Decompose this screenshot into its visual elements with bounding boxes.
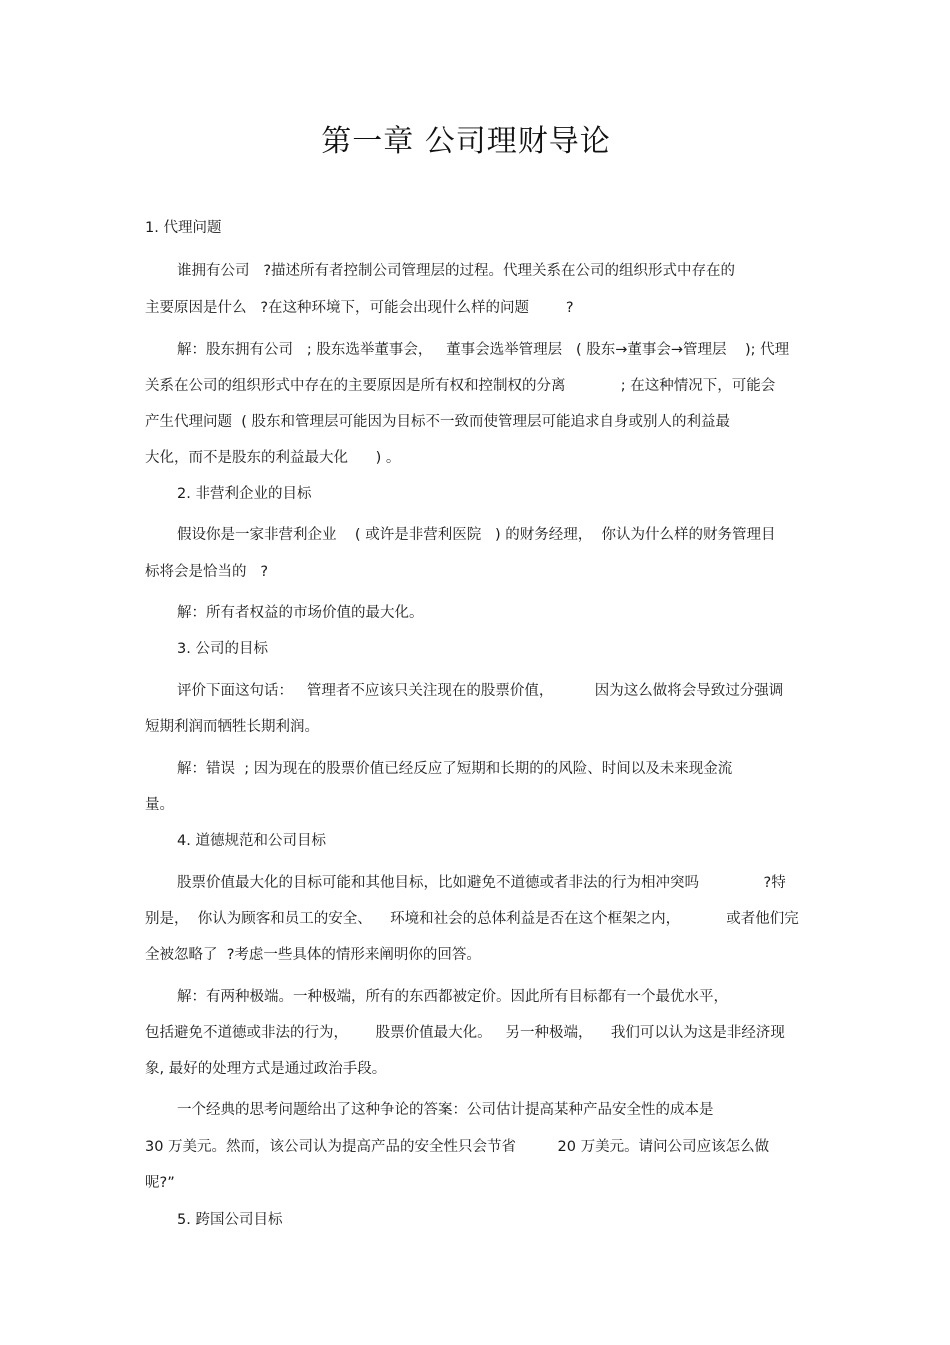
question-3-line-2: 短期利润而牺牲长期利润。 — [145, 719, 319, 735]
question-1-line-2: 主要原因是什么 ?在这种环境下，可能会出现什么样的问题 ? — [145, 300, 574, 316]
answer-4-line-6: 呢?” — [145, 1175, 175, 1191]
answer-1-line-3: 产生代理问题 ( 股东和管理层可能因为目标不一致而使管理层可能追求自身或别人的利益最 — [145, 414, 730, 430]
answer-4-line-1: 解：有两种极端。一种极端，所有的东西都被定价。因此所有目标都有一个最优水平， — [177, 989, 728, 1005]
answer-4-line-3: 象, 最好的处理方式是通过政治手段。 — [145, 1061, 387, 1077]
question-2-line-2: 标将会是恰当的 ? — [145, 564, 269, 580]
answer-4-line-2: 包括避免不道德或非法的行为， 股票价值最大化。 另一种极端， 我们可以认为这是非经济现 — [145, 1025, 785, 1041]
section-heading-2: 2. 非营利企业的目标 — [177, 486, 312, 502]
section-heading-1: 1. 代理问题 — [145, 220, 222, 236]
section-heading-4: 4. 道德规范和公司目标 — [177, 833, 326, 849]
answer-3-line-2: 量。 — [145, 797, 174, 813]
answer-4-line-4: 一个经典的思考问题给出了这种争论的答案：公司估计提高某种产品安全性的成本是 — [177, 1102, 714, 1118]
answer-1-line-1: 解：股东拥有公司 ; 股东选举董事会， 董事会选举管理层 ( 股东→董事会→管理层 ); 代理 — [177, 342, 790, 358]
chapter-title: 第一章 公司理财导论 — [321, 124, 611, 159]
section-heading-5: 5. 跨国公司目标 — [177, 1212, 283, 1228]
question-4-line-3: 全被忽略了 ?考虑一些具体的情形来阐明你的回答。 — [145, 947, 481, 963]
answer-4-line-5: 30 万美元。然而，该公司认为提高产品的安全性只会节省 20 万美元。请问公司应该怎么做 — [145, 1139, 770, 1155]
answer-1-line-2: 关系在公司的组织形式中存在的主要原因是所有权和控制权的分离 ; 在这种情况下，可能会 — [145, 378, 776, 394]
answer-1-line-4: 大化，而不是股东的利益最大化 ) 。 — [145, 450, 401, 466]
question-2-line-1: 假设你是一家非营利企业 ( 或许是非营利医院 ) 的财务经理， 你认为什么样的财务管理目 — [177, 527, 776, 543]
question-4-line-2: 别是， 你认为顾客和员工的安全、 环境和社会的总体利益是否在这个框架之内， 或者他们完 — [145, 911, 799, 927]
section-heading-3: 3. 公司的目标 — [177, 641, 268, 657]
question-3-line-1: 评价下面这句话： 管理者不应该只关注现在的股票价值， 因为这么做将会导致过分强调 — [177, 683, 784, 699]
answer-3-line-1: 解：错误 ; 因为现在的股票价值已经反应了短期和长期的的风险、时间以及未来现金流 — [177, 761, 733, 777]
question-1-line-1: 谁拥有公司 ?描述所有者控制公司管理层的过程。代理关系在公司的组织形式中存在的 — [177, 263, 736, 279]
question-4-line-1: 股票价值最大化的目标可能和其他目标，比如避免不道德或者非法的行为相冲突吗 ?特 — [177, 875, 786, 891]
answer-2-line-1: 解：所有者权益的市场价值的最大化。 — [177, 605, 424, 621]
